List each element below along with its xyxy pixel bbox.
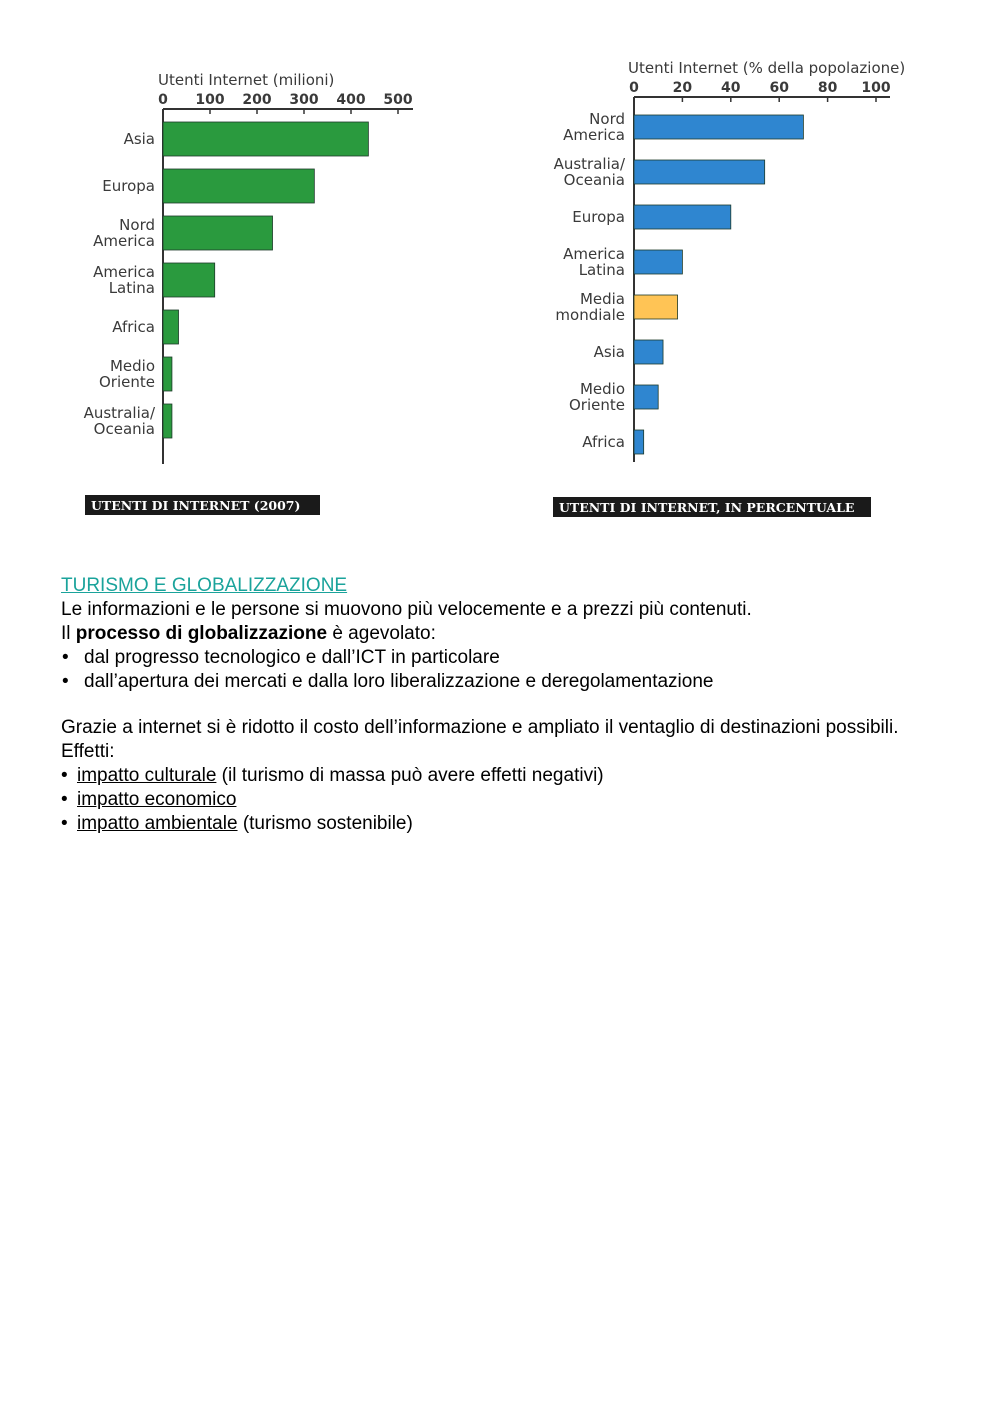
effect-title: impatto culturale — [77, 765, 217, 786]
bar-media-mondiale — [634, 295, 678, 319]
list-item-text: dal progresso tecnologico e dall’ICT in particolare — [84, 647, 500, 668]
x-tick-label: 20 — [672, 80, 693, 96]
bullet-icon: • — [62, 647, 69, 668]
paragraph-internet: Grazie a internet si è ridotto il costo dell’informazione e ampliato il ventaglio di destinazioni possibili. Effetti: — [61, 717, 899, 762]
category-label: Africa — [582, 433, 625, 451]
x-axis-title: Utenti Internet (milioni) — [158, 71, 335, 89]
x-tick-label: 200 — [242, 92, 272, 108]
x-tick-label: 500 — [383, 92, 413, 108]
list-item-text: dall’apertura dei mercati e dalla loro liberalizzazione e deregolamentazione — [84, 671, 714, 692]
list-item — [61, 670, 941, 694]
category-label: Latina — [108, 279, 155, 297]
effect-note: (il turismo di massa può avere effetti negativi) — [216, 765, 604, 786]
x-tick-label: 0 — [158, 92, 168, 108]
bar-medio-oriente — [634, 385, 658, 409]
bar-australia-oceania — [634, 160, 765, 184]
category-label: America — [563, 126, 625, 144]
category-label: Europa — [572, 208, 625, 226]
internet-users-millions-svg — [60, 0, 440, 530]
category-label: Oceania — [563, 171, 625, 189]
p2-prefix: Il — [61, 623, 76, 644]
bar-europa — [163, 169, 314, 203]
list-item — [61, 812, 941, 836]
internet-users-millions-chart — [60, 0, 440, 530]
x-tick-label: 100 — [195, 92, 225, 108]
category-label: mondiale — [555, 306, 625, 324]
p2-bold: processo di globalizzazione — [75, 623, 328, 644]
x-axis-title: Utenti Internet (% della popolazione) — [628, 59, 906, 77]
text-section — [61, 574, 941, 836]
bar-africa — [634, 430, 644, 454]
bullet-icon: • — [62, 671, 69, 692]
p2-suffix: è agevolato: — [327, 623, 436, 644]
list-item — [61, 646, 941, 670]
bar-america-latina — [163, 263, 215, 297]
bar-europa — [634, 205, 731, 229]
internet-users-percent-chart — [530, 0, 920, 530]
bar-australia-oceania — [163, 404, 172, 438]
category-label: America — [563, 245, 625, 263]
category-label: Australia/ — [553, 155, 625, 173]
category-label: Asia — [593, 343, 625, 361]
category-label: Oriente — [99, 373, 155, 391]
bar-america-latina — [634, 250, 682, 274]
bullet-icon: • — [61, 813, 68, 834]
effect-note: (turismo sostenibile) — [237, 813, 413, 834]
paragraph-globalization — [61, 622, 941, 646]
category-label: Oceania — [93, 420, 155, 438]
bullet-icon: • — [61, 789, 68, 810]
category-label: America — [93, 232, 155, 250]
chart-title: UTENTI DI INTERNET (2007) — [91, 498, 301, 513]
bar-asia — [634, 340, 663, 364]
internet-users-percent-svg — [530, 0, 920, 530]
category-label: Nord — [119, 216, 155, 234]
section-title: TURISMO E GLOBALIZZAZIONE — [61, 575, 348, 596]
bar-nord-america — [163, 216, 273, 250]
category-label: Latina — [578, 261, 625, 279]
list-item — [61, 764, 941, 788]
paragraph-intro: Le informazioni e le persone si muovono più velocemente e a prezzi più contenuti. — [61, 599, 752, 620]
bar-africa — [163, 310, 179, 344]
x-tick-label: 40 — [721, 80, 741, 96]
x-tick-label: 300 — [289, 92, 319, 108]
category-label: Oriente — [569, 396, 625, 414]
x-tick-label: 400 — [336, 92, 366, 108]
category-label: Australia/ — [83, 404, 155, 422]
category-label: Africa — [112, 318, 155, 336]
effect-title: impatto economico — [77, 789, 237, 810]
bar-medio-oriente — [163, 357, 172, 391]
category-label: Asia — [123, 130, 155, 148]
x-tick-label: 60 — [769, 80, 789, 96]
x-tick-label: 100 — [861, 80, 891, 96]
category-label: Europa — [102, 177, 155, 195]
category-label: Medio — [579, 380, 625, 398]
chart-title: UTENTI DI INTERNET, IN PERCENTUALE — [559, 500, 855, 515]
category-label: Medio — [109, 357, 155, 375]
x-tick-label: 0 — [629, 80, 639, 96]
category-label: America — [93, 263, 155, 281]
x-tick-label: 80 — [817, 80, 838, 96]
category-label: Media — [579, 290, 625, 308]
bar-asia — [163, 122, 368, 156]
bullet-icon: • — [61, 765, 68, 786]
effect-title: impatto ambientale — [77, 813, 238, 834]
list-item — [61, 788, 941, 812]
bar-nord-america — [634, 115, 803, 139]
category-label: Nord — [589, 110, 625, 128]
